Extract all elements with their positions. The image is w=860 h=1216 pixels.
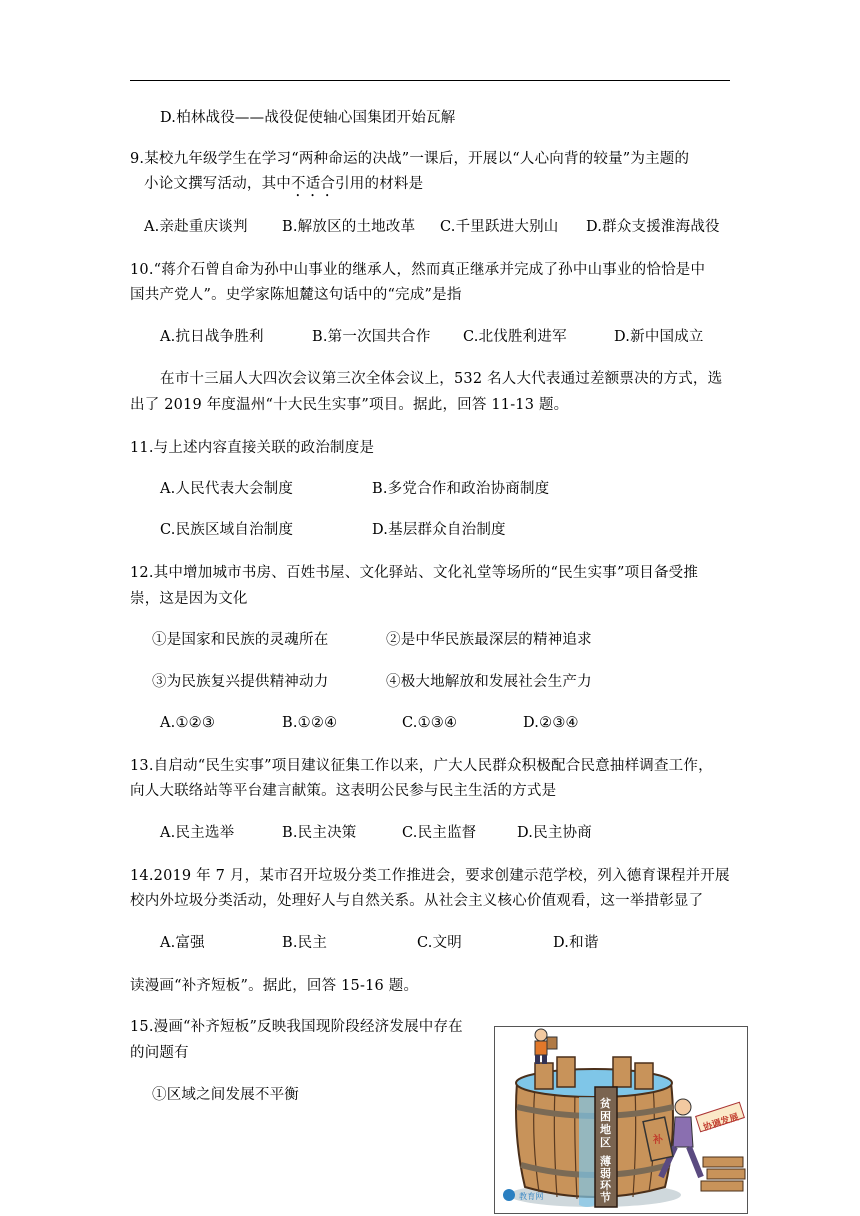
cartoon-illustration <box>494 1026 748 1214</box>
header-rule <box>130 80 730 81</box>
cartoon-svg <box>495 1027 747 1213</box>
q13-option-c: C.民主监督 <box>402 825 477 841</box>
q15-stem-line2: 的问题有 <box>130 1045 189 1061</box>
q8-option-d: D.柏林战役——战役促使轴心国集团开始瓦解 <box>160 110 456 126</box>
q12-statement-1: ①是国家和民族的灵魂所在 <box>152 632 329 648</box>
material-11-13-line1: 在市十三届人大四次会议第三次全体会议上，532 名人大代表通过差额票决的方式，选 <box>160 371 723 387</box>
q10-option-b: B.第一次国共合作 <box>312 329 431 345</box>
q12-option-b: B.①②④ <box>282 715 338 731</box>
q11-option-d: D.基层群众自治制度 <box>372 522 506 538</box>
q10-option-d: D.新中国成立 <box>614 329 704 345</box>
watermark-text: 教育网 <box>519 1192 544 1201</box>
q15-stem-line1: 15.漫画“补齐短板”反映我国现阶段经济发展中存在 <box>130 1019 463 1035</box>
q14-stem-line2: 校内外垃圾分类活动，处理好人与自然关系。从社会主义核心价值观看，这一举措彰显了 <box>130 893 704 909</box>
q10-option-c: C.北伐胜利进军 <box>463 329 567 345</box>
q9-option-d: D.群众支援淮海战役 <box>586 219 720 235</box>
q14-option-a: A.富强 <box>160 935 205 951</box>
q13-stem-line2: 向人大联络站等平台建言献策。这表明公民参与民主生活的方式是 <box>130 783 557 799</box>
q10-stem-line2: 国共产党人”。史学家陈旭麓这句话中的“完成”是指 <box>130 287 462 303</box>
q9-option-c: C.千里跃进大别山 <box>440 219 559 235</box>
q12-stem-line2: 崇，这是因为文化 <box>130 591 248 607</box>
q9-stem-line2: 小论文撰写活动，其中不适合引用的材料是 <box>144 176 424 192</box>
q15-statement-1: ①区域之间发展不平衡 <box>152 1087 299 1103</box>
q12-stem-line1: 12.其中增加城市书房、百姓书屋、文化驿站、文化礼堂等场所的“民生实事”项目备受推 <box>130 565 699 581</box>
q13-option-d: D.民主协商 <box>517 825 592 841</box>
q12-statement-2: ②是中华民族最深层的精神追求 <box>386 632 592 648</box>
q9-option-a: A.亲赴重庆谈判 <box>144 219 248 235</box>
q12-statement-4: ④极大地解放和发展社会生产力 <box>386 674 592 690</box>
barrel-label-2: 薄弱环节 <box>600 1155 612 1204</box>
emphasis-not-suitable: 不适合 <box>291 176 336 192</box>
q14-option-d: D.和谐 <box>553 935 599 951</box>
q9-option-b: B.解放区的土地改革 <box>282 219 416 235</box>
q10-stem-line1: 10.“蒋介石曾自命为孙中山事业的继承人，然而真正继承并完成了孙中山事业的恰恰是中 <box>130 262 706 278</box>
material-15-16: 读漫画“补齐短板”。据此，回答 15-16 题。 <box>130 978 419 994</box>
board-label: 补 <box>653 1135 664 1146</box>
q10-option-a: A.抗日战争胜利 <box>160 329 264 345</box>
q12-statement-3: ③为民族复兴提供精神动力 <box>152 674 329 690</box>
q13-option-a: A.民主选举 <box>160 825 235 841</box>
q9-stem-line1: 9.某校九年级学生在学习“两种命运的决战”一课后，开展以“人心向背的较量”为主题的 <box>130 151 690 167</box>
q13-stem-line1: 13.自启动“民生实事”项目建议征集工作以来，广大人民群众积极配合民意抽样调查工作， <box>130 758 713 774</box>
q11-option-c: C.民族区域自治制度 <box>160 522 294 538</box>
q14-stem-line1: 14.2019 年 7 月，某市召开垃圾分类工作推进会，要求创建示范学校，列入德育课程并开展 <box>130 868 730 884</box>
q12-option-c: C.①③④ <box>402 715 458 731</box>
q11-option-b: B.多党合作和政治协商制度 <box>372 481 550 497</box>
q11-option-a: A.人民代表大会制度 <box>160 481 294 497</box>
q12-option-d: D.②③④ <box>523 715 579 731</box>
sign-label: 协调发展 <box>702 1112 741 1134</box>
q14-option-b: B.民主 <box>282 935 328 951</box>
q12-option-a: A.①②③ <box>160 715 216 731</box>
barrel-label-1: 贫困地区 <box>600 1097 612 1149</box>
q13-option-b: B.民主决策 <box>282 825 357 841</box>
material-11-13-line2: 出了 2019 年度温州“十大民生实事”项目。据此，回答 11-13 题。 <box>130 397 569 413</box>
q11-stem: 11.与上述内容直接关联的政治制度是 <box>130 440 375 456</box>
q14-option-c: C.文明 <box>417 935 462 951</box>
